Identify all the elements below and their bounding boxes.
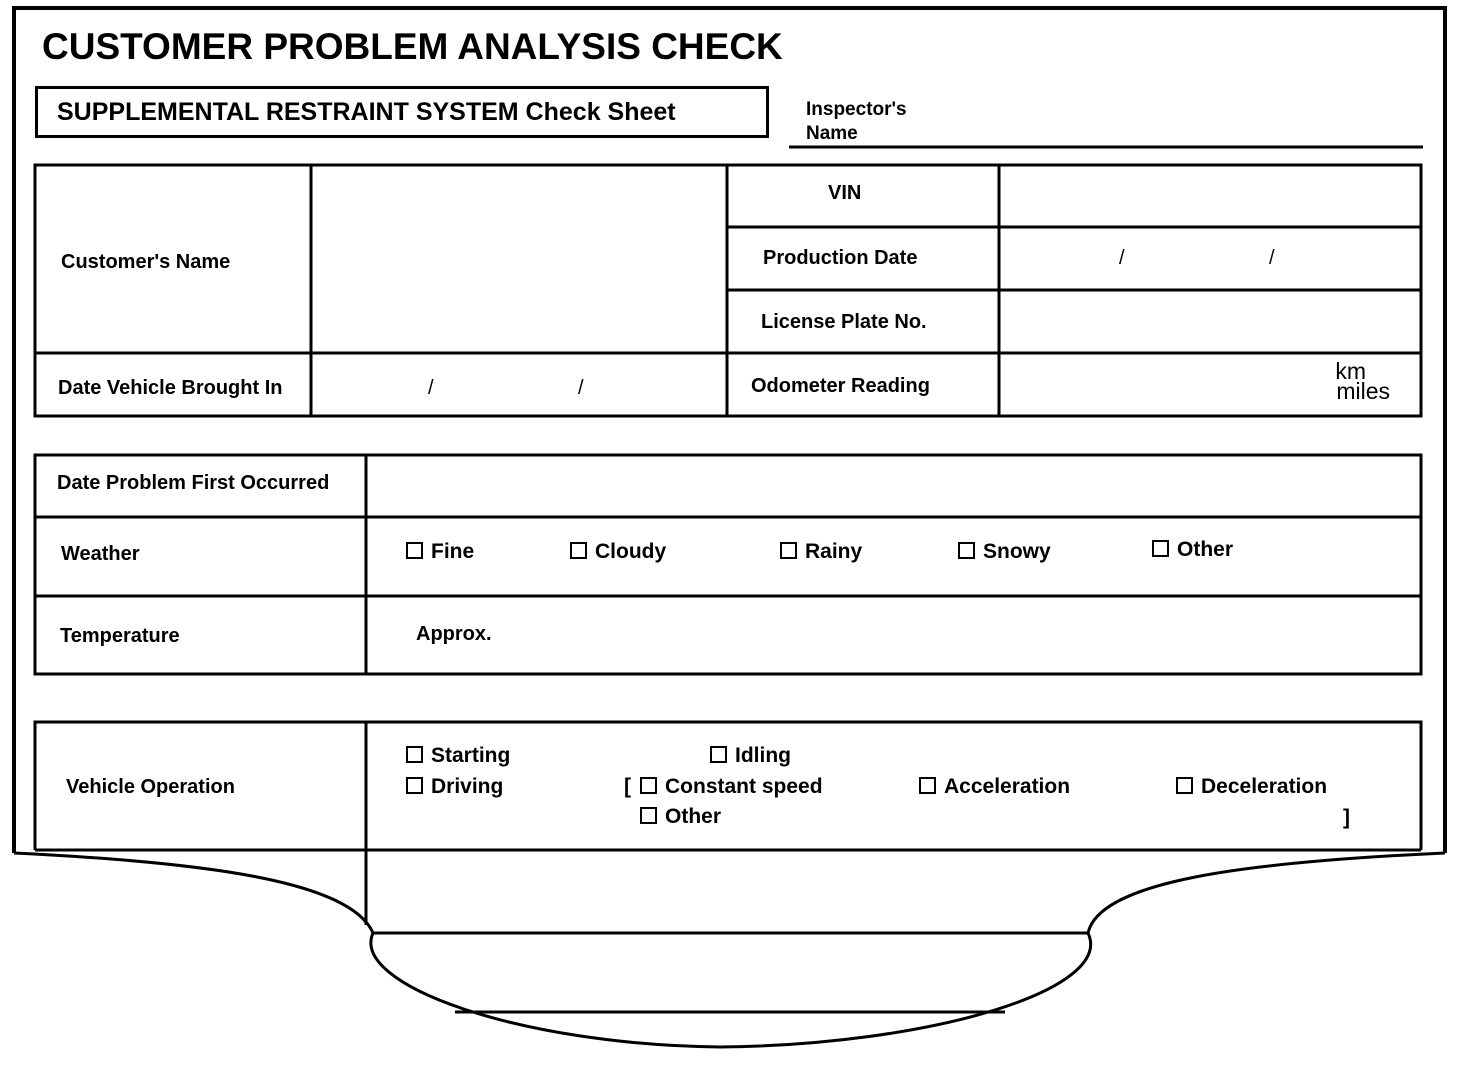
odometer-field[interactable]: [1003, 357, 1303, 412]
operation-idling[interactable]: Idling: [710, 744, 791, 768]
temperature-approx: Approx.: [416, 623, 492, 645]
production-date-sep1: /: [1119, 247, 1125, 269]
customer-name-label: Customer's Name: [61, 251, 231, 273]
date-first-occurred-field[interactable]: [370, 459, 1417, 513]
operation-deceleration[interactable]: Deceleration: [1176, 775, 1327, 799]
operation-driving[interactable]: Driving: [406, 775, 503, 799]
bracket-close: ]: [1343, 806, 1350, 829]
form-subtitle: SUPPLEMENTAL RESTRAINT SYSTEM Check Sheet: [57, 98, 676, 126]
checkbox-icon[interactable]: [1152, 540, 1169, 557]
inspector-name-label: Inspector's Name: [806, 99, 907, 144]
vin-field[interactable]: [1003, 169, 1417, 223]
vin-label: VIN: [828, 182, 862, 204]
checkbox-icon[interactable]: [570, 542, 587, 559]
license-plate-label: License Plate No.: [761, 311, 927, 333]
operation-acceleration[interactable]: Acceleration: [919, 775, 1070, 799]
date-brought-in-field[interactable]: [315, 357, 723, 412]
checkbox-icon[interactable]: [406, 542, 423, 559]
operation-starting[interactable]: Starting: [406, 744, 510, 768]
checkbox-icon[interactable]: [958, 542, 975, 559]
weather-option-fine[interactable]: Fine: [406, 540, 474, 564]
production-date-sep2: /: [1269, 247, 1275, 269]
customer-name-field[interactable]: [315, 169, 723, 349]
checkbox-icon[interactable]: [640, 807, 657, 824]
inspector-name-field[interactable]: [935, 104, 1415, 142]
checkbox-icon[interactable]: [640, 777, 657, 794]
date-brought-in-sep2: /: [578, 377, 584, 399]
production-date-field[interactable]: [1003, 231, 1417, 286]
weather-option-cloudy[interactable]: Cloudy: [570, 540, 666, 564]
date-brought-in-sep1: /: [428, 377, 434, 399]
weather-label: Weather: [61, 543, 140, 565]
license-plate-field[interactable]: [1003, 294, 1417, 349]
production-date-label: Production Date: [763, 247, 918, 269]
operation-other[interactable]: Other: [640, 805, 721, 829]
weather-option-snowy[interactable]: Snowy: [958, 540, 1051, 564]
date-brought-in-label: Date Vehicle Brought In: [58, 377, 283, 399]
odometer-label: Odometer Reading: [751, 375, 930, 397]
temperature-label: Temperature: [60, 625, 180, 647]
weather-option-rainy[interactable]: Rainy: [780, 540, 862, 564]
odometer-units: [1318, 358, 1390, 404]
checkbox-icon[interactable]: [406, 777, 423, 794]
checkbox-icon[interactable]: [406, 746, 423, 763]
vehicle-operation-label: Vehicle Operation: [66, 776, 235, 798]
checkbox-icon[interactable]: [919, 777, 936, 794]
unit-miles: miles: [1336, 378, 1390, 404]
checkbox-icon[interactable]: [780, 542, 797, 559]
temperature-field[interactable]: [510, 600, 1417, 670]
date-first-occurred-label: Date Problem First Occurred: [57, 472, 330, 494]
weather-option-other[interactable]: Other: [1152, 538, 1233, 562]
unit-km: km: [1335, 358, 1366, 384]
checkbox-icon[interactable]: [710, 746, 727, 763]
operation-constant-speed[interactable]: Constant speed: [640, 775, 823, 799]
checkbox-icon[interactable]: [1176, 777, 1193, 794]
form-title: CUSTOMER PROBLEM ANALYSIS CHECK: [42, 26, 783, 67]
bracket-open: [: [624, 775, 631, 798]
